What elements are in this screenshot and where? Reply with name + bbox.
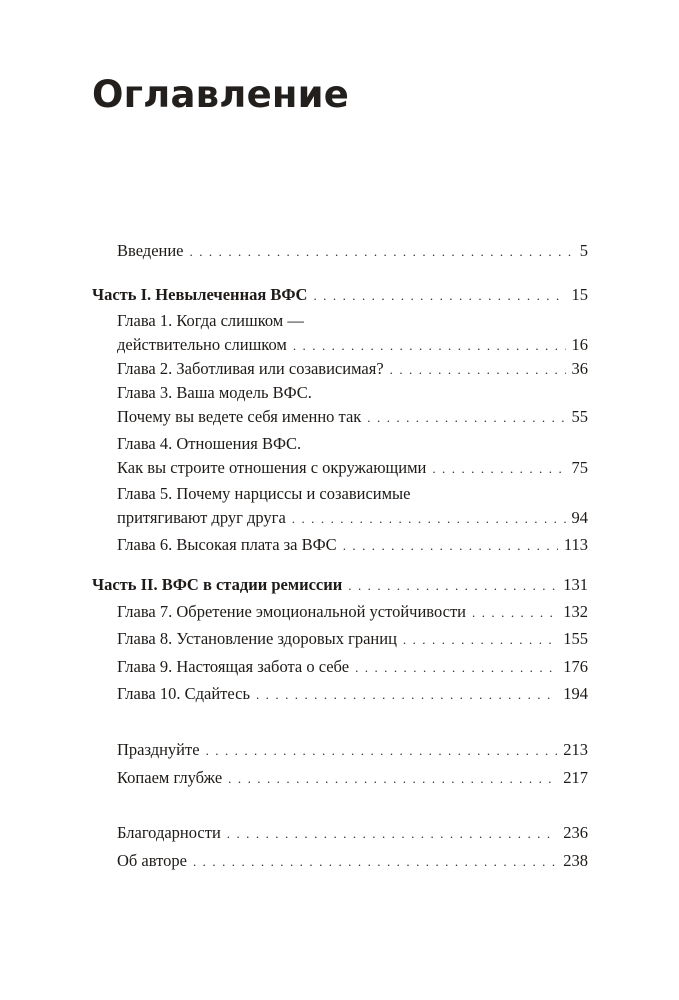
leader-dots bbox=[355, 656, 557, 680]
toc-entry-label: Об авторе bbox=[117, 851, 187, 870]
toc-page-number: 75 bbox=[571, 458, 588, 477]
toc-page-number: 236 bbox=[563, 823, 588, 842]
toc-entry-chapter-3[interactable] bbox=[117, 381, 588, 430]
toc-entry-label: Часть II. ВФС в стадии ремиссии bbox=[92, 575, 343, 594]
leader-dots bbox=[348, 574, 557, 598]
toc-entry-label: действительно слишком bbox=[117, 335, 287, 354]
toc-page-number: 131 bbox=[563, 575, 588, 594]
toc-entry-label-line1: Глава 5. Почему нарциссы и созависимые bbox=[117, 484, 411, 503]
toc-entry-label: Введение bbox=[117, 241, 184, 260]
toc-page-number: 113 bbox=[563, 535, 588, 554]
leader-dots bbox=[190, 240, 574, 264]
toc-entry-chapter-6[interactable] bbox=[117, 533, 588, 558]
toc-entry-acknowledgements[interactable] bbox=[117, 821, 588, 846]
toc-entry-label: Как вы строите отношения с окружающими bbox=[117, 458, 427, 477]
toc-entry-chapter-1[interactable] bbox=[117, 309, 588, 358]
toc-entry-dig-deeper[interactable] bbox=[117, 766, 588, 791]
leader-dots bbox=[293, 334, 566, 358]
toc-page-number: 55 bbox=[571, 407, 588, 426]
toc-entry-label: Глава 2. Заботливая или созависимая? bbox=[117, 359, 384, 378]
leader-dots bbox=[228, 767, 557, 791]
toc-entry-label: Глава 6. Высокая плата за ВФС bbox=[117, 535, 337, 554]
toc-page-number: 132 bbox=[563, 602, 588, 621]
toc-entry-label-line1: Глава 4. Отношения ВФС. bbox=[117, 434, 302, 453]
leader-dots bbox=[256, 683, 557, 707]
toc-entry-label: Копаем глубже bbox=[117, 768, 223, 787]
toc-entry-chapter-8[interactable] bbox=[117, 627, 588, 652]
toc-entry-label: Глава 7. Обретение эмоциональной устойчивости bbox=[117, 602, 467, 621]
toc-entry-chapter-7[interactable] bbox=[117, 600, 588, 625]
toc-page-number: 5 bbox=[579, 241, 588, 260]
toc-page-number: 217 bbox=[563, 768, 588, 787]
leader-dots bbox=[390, 358, 566, 382]
leader-dots bbox=[432, 457, 565, 481]
toc-entry-label: притягивают друг друга bbox=[117, 508, 286, 527]
leader-dots bbox=[292, 507, 566, 531]
toc-entry-chapter-4[interactable] bbox=[117, 432, 588, 481]
toc-entry-label: Празднуйте bbox=[117, 740, 200, 759]
toc-page-number: 94 bbox=[571, 508, 588, 527]
leader-dots bbox=[206, 739, 558, 763]
toc-page-number: 16 bbox=[571, 335, 588, 354]
toc-page-number: 15 bbox=[571, 285, 588, 304]
toc-page-number: 176 bbox=[563, 657, 588, 676]
toc-entry-chapter-10[interactable] bbox=[117, 682, 588, 707]
leader-dots bbox=[472, 601, 557, 625]
toc-entry-chapter-9[interactable] bbox=[117, 655, 588, 680]
leader-dots bbox=[367, 406, 565, 430]
toc-entry-about-author[interactable] bbox=[117, 849, 588, 874]
toc-entry-celebrate[interactable] bbox=[117, 738, 588, 763]
leader-dots bbox=[193, 850, 557, 874]
toc-entry-label: Почему вы ведете себя именно так bbox=[117, 407, 362, 426]
toc-page-number: 213 bbox=[563, 740, 588, 759]
toc-entry-label-line1: Глава 1. Когда слишком — bbox=[117, 311, 304, 330]
leader-dots bbox=[227, 822, 557, 846]
toc-page-number: 238 bbox=[563, 851, 588, 870]
toc-entry-chapter-5[interactable] bbox=[117, 482, 588, 531]
toc-entry-label-line1: Глава 3. Ваша модель ВФС. bbox=[117, 383, 312, 402]
toc-entry-label: Глава 9. Настоящая забота о себе bbox=[117, 657, 350, 676]
leader-dots bbox=[313, 284, 565, 308]
toc-entry-part-1[interactable] bbox=[92, 283, 588, 308]
leader-dots bbox=[343, 534, 558, 558]
toc-page-number: 155 bbox=[563, 629, 588, 648]
toc-page-number: 194 bbox=[563, 684, 588, 703]
toc-entry-label: Часть I. Невылеченная ВФС bbox=[92, 285, 308, 304]
toc-entry-label: Глава 8. Установление здоровых границ bbox=[117, 629, 397, 648]
toc-entry-label: Благодарности bbox=[117, 823, 221, 842]
page-title: Оглавление bbox=[92, 73, 350, 116]
leader-dots bbox=[403, 628, 557, 652]
toc-entry-label: Глава 10. Сдайтесь bbox=[117, 684, 250, 703]
toc-entry-introduction[interactable] bbox=[117, 239, 588, 264]
toc-entry-part-2[interactable] bbox=[92, 573, 588, 598]
toc-page-number: 36 bbox=[571, 359, 588, 378]
toc-entry-chapter-2[interactable] bbox=[117, 357, 588, 382]
